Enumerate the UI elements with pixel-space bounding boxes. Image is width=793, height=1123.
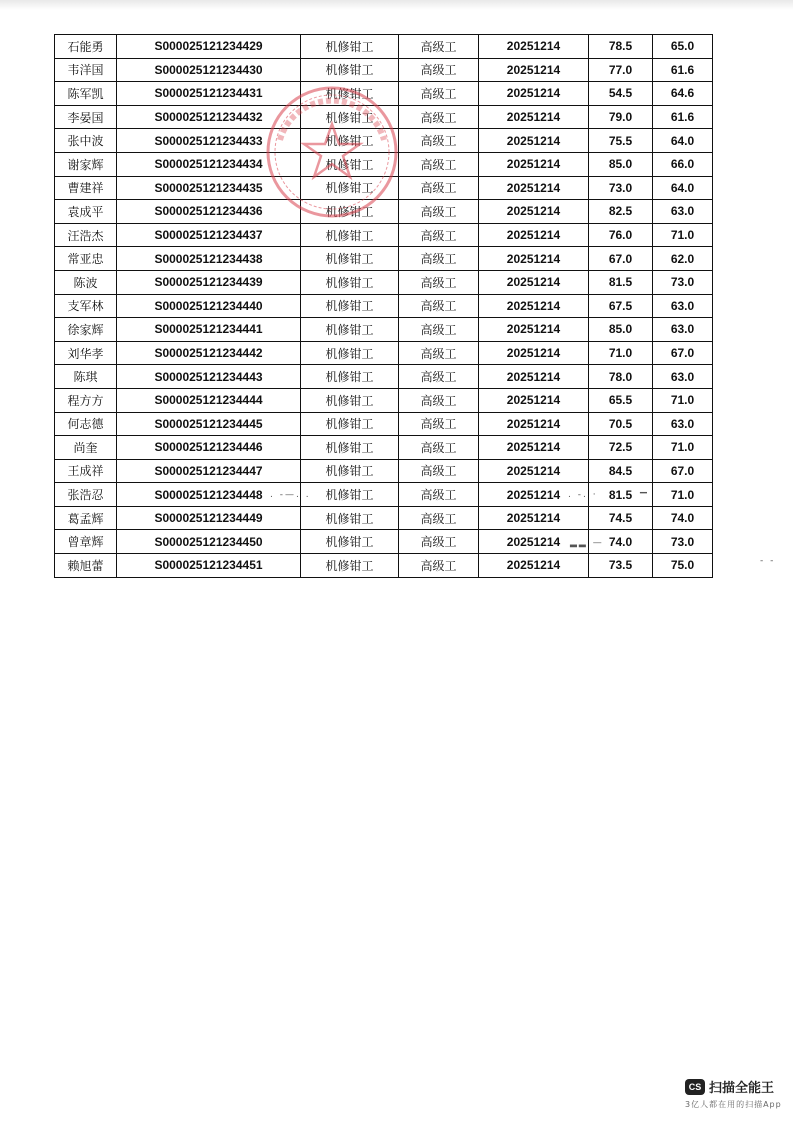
skill-level-cell: 高级工	[399, 200, 479, 224]
table-row	[55, 412, 713, 436]
scanner-app-name: 扫描全能王	[709, 1081, 775, 1096]
theory-score-cell: 67.0	[589, 247, 653, 271]
occupation-cell: 机修钳工	[301, 459, 399, 483]
table-row	[55, 82, 713, 106]
exam-date-cell: 20251214	[479, 58, 589, 82]
practical-score-cell: 61.6	[653, 58, 713, 82]
practical-score-cell: 73.0	[653, 530, 713, 554]
certificate-id-cell: S000025121234444	[117, 388, 301, 412]
theory-score-cell: 65.5	[589, 388, 653, 412]
theory-score-cell: 79.0	[589, 105, 653, 129]
person-name-cell: 张中波	[55, 129, 117, 153]
occupation-cell: 机修钳工	[301, 506, 399, 530]
person-name-cell: 徐家辉	[55, 318, 117, 342]
theory-score-cell: 81.5	[589, 483, 653, 507]
skill-level-cell: 高级工	[399, 105, 479, 129]
table-row	[55, 129, 713, 153]
person-name-cell: 张浩忍	[55, 483, 117, 507]
exam-date-cell: 20251214	[479, 152, 589, 176]
exam-date-cell: 20251214	[479, 554, 589, 578]
skill-level-cell: 高级工	[399, 247, 479, 271]
occupation-cell: 机修钳工	[301, 530, 399, 554]
theory-score-cell: 67.5	[589, 294, 653, 318]
occupation-cell: 机修钳工	[301, 82, 399, 106]
theory-score-cell: 73.5	[589, 554, 653, 578]
occupation-cell: 机修钳工	[301, 388, 399, 412]
occupation-cell: 机修钳工	[301, 365, 399, 389]
person-name-cell: 支军林	[55, 294, 117, 318]
table-row	[55, 270, 713, 294]
exam-date-cell: 20251214	[479, 483, 589, 507]
practical-score-cell: 64.6	[653, 82, 713, 106]
person-name-cell: 李晏国	[55, 105, 117, 129]
occupation-cell: 机修钳工	[301, 58, 399, 82]
person-name-cell: 王成祥	[55, 459, 117, 483]
table-row	[55, 152, 713, 176]
exam-date-cell: 20251214	[479, 506, 589, 530]
person-name-cell: 曾章辉	[55, 530, 117, 554]
person-name-cell: 曹建祥	[55, 176, 117, 200]
table-row	[55, 176, 713, 200]
exam-date-cell: 20251214	[479, 270, 589, 294]
certificate-id-cell: S000025121234446	[117, 436, 301, 460]
skill-level-cell: 高级工	[399, 365, 479, 389]
table-row	[55, 554, 713, 578]
certificate-id-cell: S000025121234442	[117, 341, 301, 365]
theory-score-cell: 74.5	[589, 506, 653, 530]
skill-level-cell: 高级工	[399, 58, 479, 82]
table-row	[55, 506, 713, 530]
exam-date-cell: 20251214	[479, 105, 589, 129]
practical-score-cell: 71.0	[653, 223, 713, 247]
exam-date-cell: 20251214	[479, 412, 589, 436]
certificate-id-cell: S000025121234429	[117, 35, 301, 59]
practical-score-cell: 67.0	[653, 459, 713, 483]
certificate-id-cell: S000025121234432	[117, 105, 301, 129]
skill-level-cell: 高级工	[399, 530, 479, 554]
scan-artifact: ▂▂ —	[570, 538, 604, 548]
table-row	[55, 200, 713, 224]
exam-date-cell: 20251214	[479, 318, 589, 342]
theory-score-cell: 70.5	[589, 412, 653, 436]
occupation-cell: 机修钳工	[301, 176, 399, 200]
person-name-cell: 葛孟辉	[55, 506, 117, 530]
practical-score-cell: 74.0	[653, 506, 713, 530]
certificate-id-cell: S000025121234451	[117, 554, 301, 578]
table-row	[55, 436, 713, 460]
skill-level-cell: 高级工	[399, 176, 479, 200]
skill-level-cell: 高级工	[399, 270, 479, 294]
occupation-cell: 机修钳工	[301, 436, 399, 460]
theory-score-cell: 78.5	[589, 35, 653, 59]
practical-score-cell: 73.0	[653, 270, 713, 294]
certificate-id-cell: S000025121234448	[117, 483, 301, 507]
skill-level-cell: 高级工	[399, 35, 479, 59]
practical-score-cell: 64.0	[653, 129, 713, 153]
occupation-cell: 机修钳工	[301, 152, 399, 176]
scan-artifact: . -. ·	[568, 490, 598, 500]
theory-score-cell: 54.5	[589, 82, 653, 106]
skill-level-cell: 高级工	[399, 483, 479, 507]
practical-score-cell: 62.0	[653, 247, 713, 271]
scan-artifact: . -—. .	[270, 490, 311, 500]
table-row	[55, 459, 713, 483]
person-name-cell: 谢家辉	[55, 152, 117, 176]
scan-artifact: ▁	[640, 484, 649, 494]
exam-date-cell: 20251214	[479, 388, 589, 412]
skill-level-cell: 高级工	[399, 82, 479, 106]
practical-score-cell: 71.0	[653, 436, 713, 460]
skill-level-cell: 高级工	[399, 388, 479, 412]
occupation-cell: 机修钳工	[301, 412, 399, 436]
theory-score-cell: 73.0	[589, 176, 653, 200]
person-name-cell: 程方方	[55, 388, 117, 412]
skill-level-cell: 高级工	[399, 436, 479, 460]
theory-score-cell: 75.5	[589, 129, 653, 153]
table-row	[55, 341, 713, 365]
practical-score-cell: 71.0	[653, 388, 713, 412]
scan-top-shadow	[0, 0, 793, 10]
exam-date-cell: 20251214	[479, 129, 589, 153]
certificate-id-cell: S000025121234440	[117, 294, 301, 318]
table-row	[55, 530, 713, 554]
theory-score-cell: 77.0	[589, 58, 653, 82]
theory-score-cell: 74.0	[589, 530, 653, 554]
table-row	[55, 365, 713, 389]
table-row	[55, 318, 713, 342]
skill-level-cell: 高级工	[399, 459, 479, 483]
practical-score-cell: 63.0	[653, 318, 713, 342]
exam-date-cell: 20251214	[479, 530, 589, 554]
occupation-cell: 机修钳工	[301, 483, 399, 507]
skill-level-cell: 高级工	[399, 223, 479, 247]
exam-date-cell: 20251214	[479, 200, 589, 224]
exam-date-cell: 20251214	[479, 459, 589, 483]
certificate-id-cell: S000025121234437	[117, 223, 301, 247]
occupation-cell: 机修钳工	[301, 341, 399, 365]
table-row	[55, 247, 713, 271]
practical-score-cell: 63.0	[653, 412, 713, 436]
exam-date-cell: 20251214	[479, 223, 589, 247]
scanner-tagline: 3亿人都在用的扫描App	[685, 1100, 782, 1109]
table-row	[55, 388, 713, 412]
person-name-cell: 尚奎	[55, 436, 117, 460]
exam-date-cell: 20251214	[479, 294, 589, 318]
theory-score-cell: 76.0	[589, 223, 653, 247]
person-name-cell: 韦洋国	[55, 58, 117, 82]
occupation-cell: 机修钳工	[301, 318, 399, 342]
occupation-cell: 机修钳工	[301, 200, 399, 224]
certificate-id-cell: S000025121234447	[117, 459, 301, 483]
table-row	[55, 58, 713, 82]
certificate-id-cell: S000025121234434	[117, 152, 301, 176]
practical-score-cell: 71.0	[653, 483, 713, 507]
theory-score-cell: 78.0	[589, 365, 653, 389]
certificate-id-cell: S000025121234436	[117, 200, 301, 224]
theory-score-cell: 85.0	[589, 152, 653, 176]
certificate-id-cell: S000025121234449	[117, 506, 301, 530]
practical-score-cell: 63.0	[653, 294, 713, 318]
scanner-watermark	[685, 1077, 774, 1096]
theory-score-cell: 72.5	[589, 436, 653, 460]
theory-score-cell: 85.0	[589, 318, 653, 342]
table-row	[55, 294, 713, 318]
theory-score-cell: 81.5	[589, 270, 653, 294]
certificate-id-cell: S000025121234435	[117, 176, 301, 200]
skill-level-cell: 高级工	[399, 318, 479, 342]
practical-score-cell: 63.0	[653, 200, 713, 224]
skill-level-cell: 高级工	[399, 554, 479, 578]
occupation-cell: 机修钳工	[301, 35, 399, 59]
table-body	[55, 35, 713, 578]
exam-date-cell: 20251214	[479, 82, 589, 106]
person-name-cell: 刘华孝	[55, 341, 117, 365]
occupation-cell: 机修钳工	[301, 294, 399, 318]
exam-date-cell: 20251214	[479, 341, 589, 365]
occupation-cell: 机修钳工	[301, 105, 399, 129]
skill-level-cell: 高级工	[399, 412, 479, 436]
certificate-id-cell: S000025121234431	[117, 82, 301, 106]
skill-level-cell: 高级工	[399, 152, 479, 176]
person-name-cell: 何志德	[55, 412, 117, 436]
occupation-cell: 机修钳工	[301, 554, 399, 578]
person-name-cell: 汪浩杰	[55, 223, 117, 247]
person-name-cell: 常亚忠	[55, 247, 117, 271]
person-name-cell: 赖旭蕾	[55, 554, 117, 578]
practical-score-cell: 75.0	[653, 554, 713, 578]
exam-date-cell: 20251214	[479, 35, 589, 59]
exam-date-cell: 20251214	[479, 365, 589, 389]
person-name-cell: 石能勇	[55, 35, 117, 59]
table-row	[55, 483, 713, 507]
theory-score-cell: 84.5	[589, 459, 653, 483]
person-name-cell: 袁成平	[55, 200, 117, 224]
exam-date-cell: 20251214	[479, 247, 589, 271]
certificate-id-cell: S000025121234439	[117, 270, 301, 294]
person-name-cell: 陈波	[55, 270, 117, 294]
certificate-id-cell: S000025121234433	[117, 129, 301, 153]
occupation-cell: 机修钳工	[301, 129, 399, 153]
theory-score-cell: 82.5	[589, 200, 653, 224]
practical-score-cell: 66.0	[653, 152, 713, 176]
practical-score-cell: 64.0	[653, 176, 713, 200]
certificate-results-table	[54, 34, 713, 578]
occupation-cell: 机修钳工	[301, 223, 399, 247]
certificate-id-cell: S000025121234438	[117, 247, 301, 271]
table-row	[55, 35, 713, 59]
practical-score-cell: 61.6	[653, 105, 713, 129]
camscanner-logo-icon: CS	[685, 1079, 705, 1095]
person-name-cell: 陈军凯	[55, 82, 117, 106]
practical-score-cell: 67.0	[653, 341, 713, 365]
skill-level-cell: 高级工	[399, 506, 479, 530]
table-row	[55, 105, 713, 129]
skill-level-cell: 高级工	[399, 294, 479, 318]
exam-date-cell: 20251214	[479, 176, 589, 200]
exam-date-cell: 20251214	[479, 436, 589, 460]
certificate-id-cell: S000025121234430	[117, 58, 301, 82]
scan-artifact: - -	[760, 556, 776, 566]
table-row	[55, 223, 713, 247]
certificate-id-cell: S000025121234450	[117, 530, 301, 554]
practical-score-cell: 63.0	[653, 365, 713, 389]
occupation-cell: 机修钳工	[301, 247, 399, 271]
practical-score-cell: 65.0	[653, 35, 713, 59]
certificate-id-cell: S000025121234441	[117, 318, 301, 342]
skill-level-cell: 高级工	[399, 341, 479, 365]
person-name-cell: 陈琪	[55, 365, 117, 389]
certificate-id-cell: S000025121234445	[117, 412, 301, 436]
skill-level-cell: 高级工	[399, 129, 479, 153]
occupation-cell: 机修钳工	[301, 270, 399, 294]
certificate-id-cell: S000025121234443	[117, 365, 301, 389]
theory-score-cell: 71.0	[589, 341, 653, 365]
